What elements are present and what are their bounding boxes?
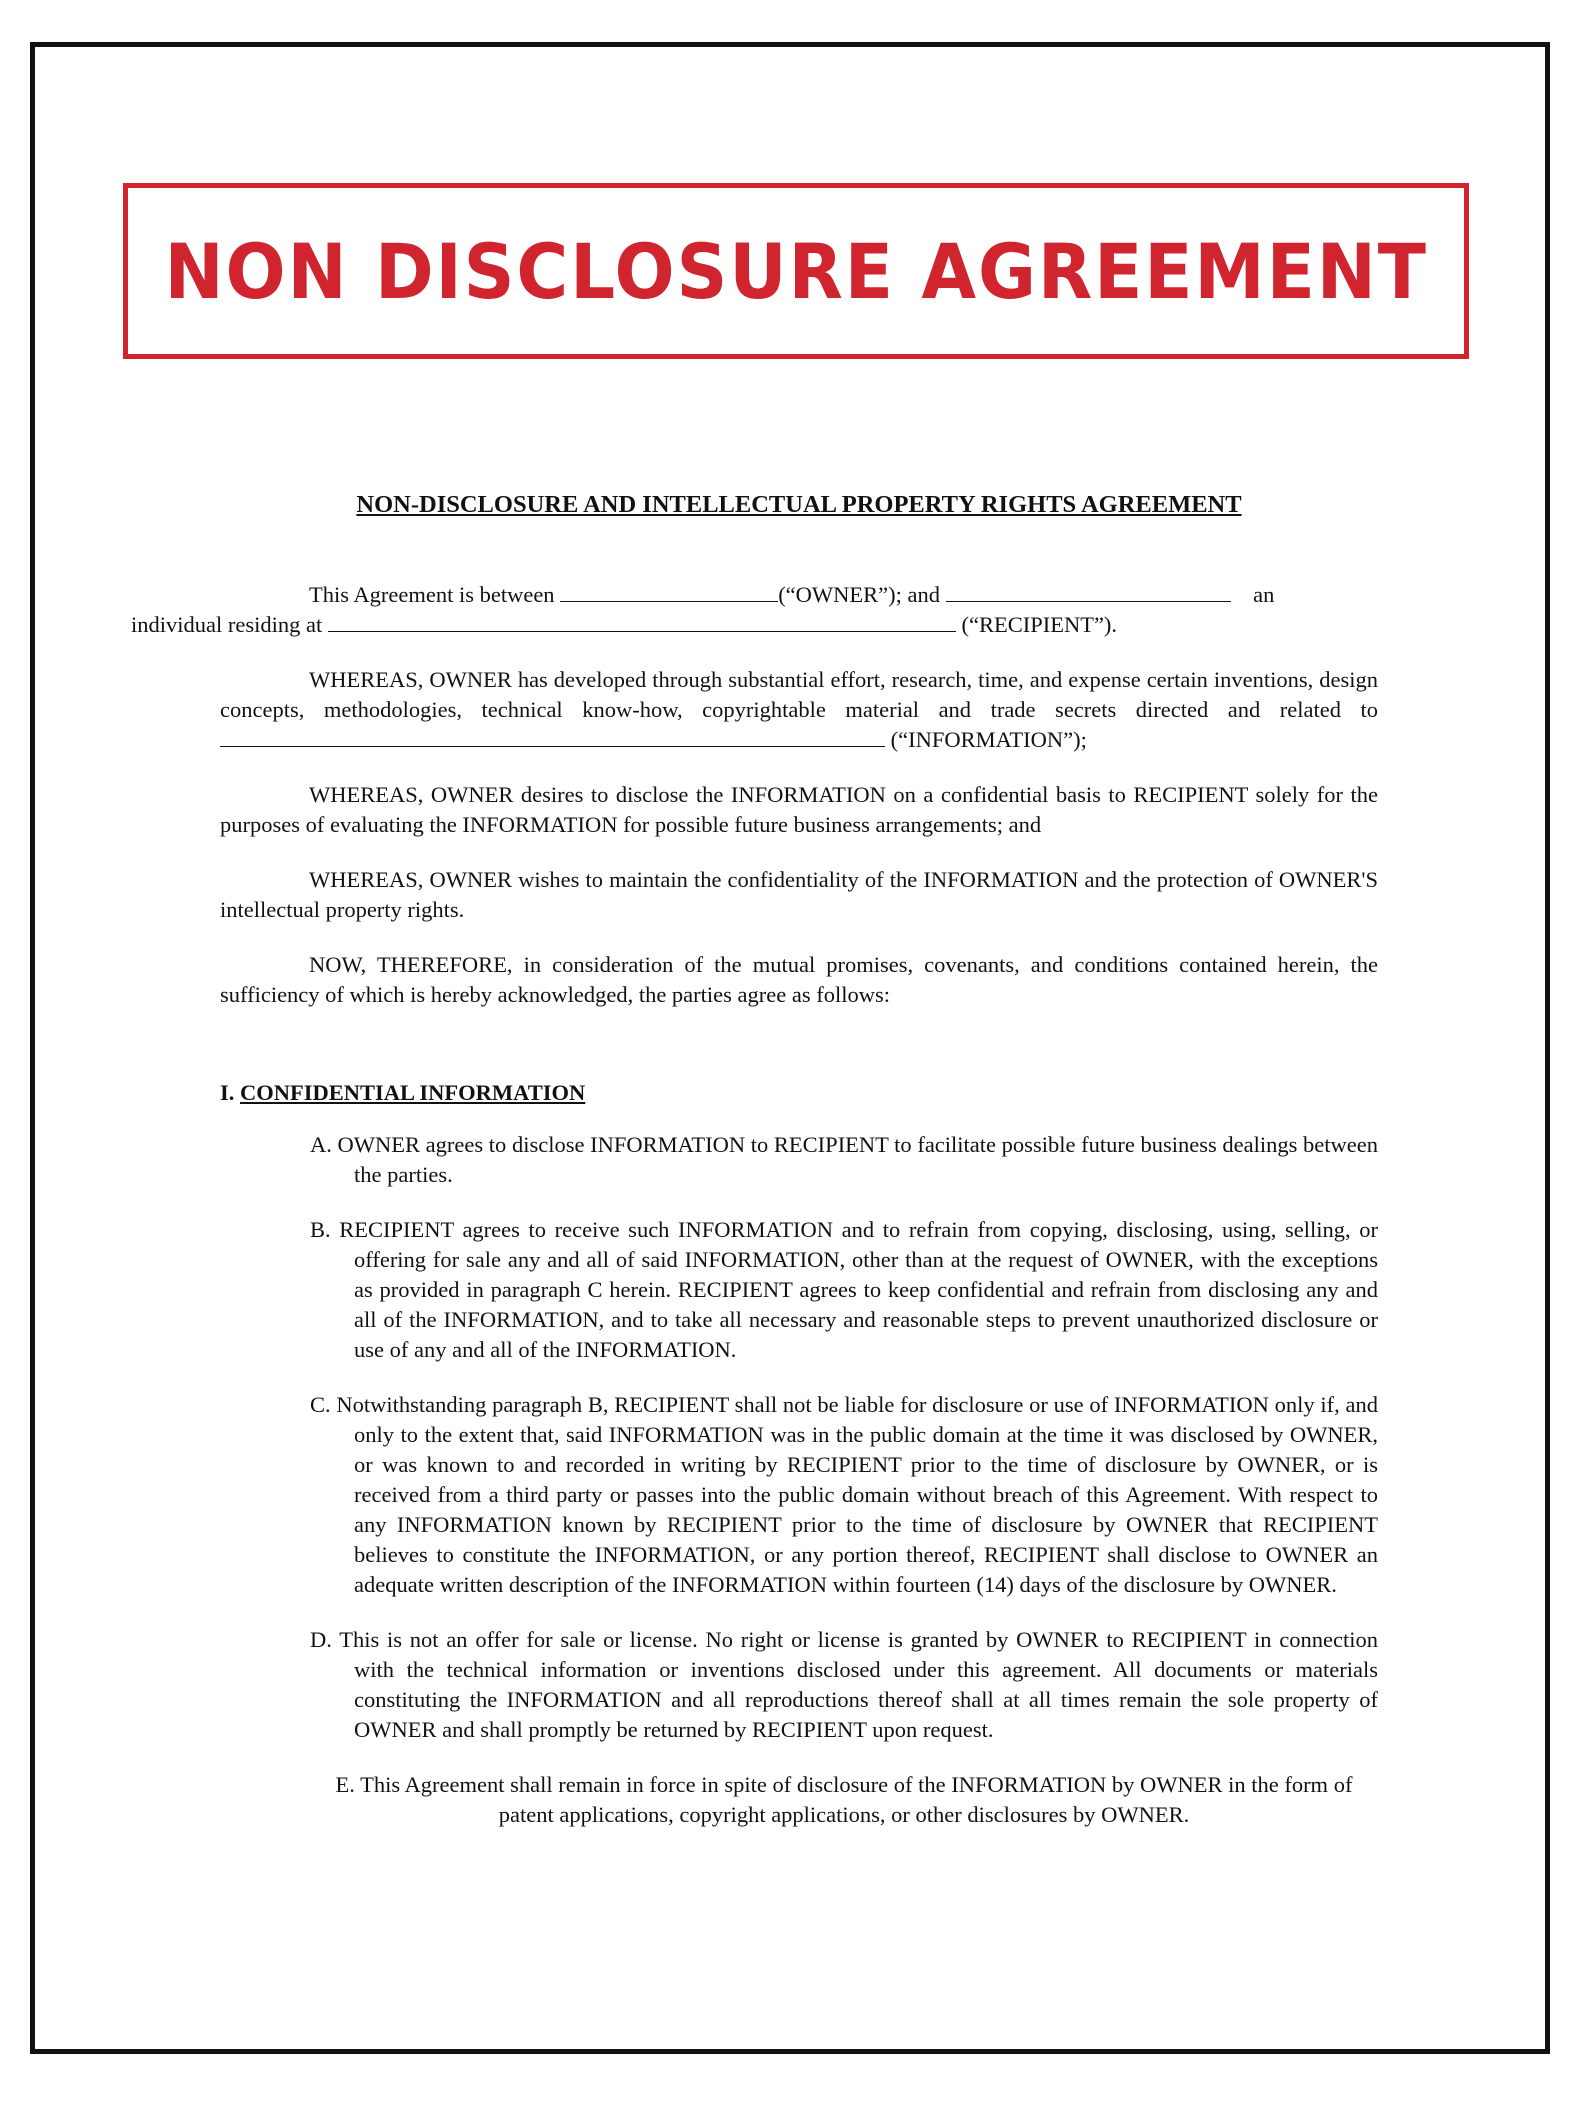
agreement-heading: NON-DISCLOSURE AND INTELLECTUAL PROPERTY RIGHTS AGREEMENT [356, 491, 1242, 518]
whereas-paragraph-2: WHEREAS, OWNER desires to disclose the INFORMATION on a confidential basis to RECIPIENT solely for the purposes of evaluating the INFORMATION for possible future business arrangements; and [220, 782, 1378, 837]
parties-intro: This Agreement is between [309, 582, 555, 607]
section-number: I. [220, 1080, 235, 1105]
whereas-paragraph-3: WHEREAS, OWNER wishes to maintain the confidentiality of the INFORMATION and the protection of OWNER'S intellectual property rights. [220, 867, 1378, 922]
an-word: an [1253, 582, 1275, 607]
whereas-1-tail: (“INFORMATION”); [890, 727, 1087, 752]
banner-title: NON DISCLOSURE AGREEMENT [164, 226, 1428, 316]
whereas-1-text: WHEREAS, OWNER has developed through substantial effort, research, time, and expense certain inventions, design concepts, methodologies, technical know-how, copyrightable material and trade secrets directed and related to [220, 667, 1378, 722]
information-subject-blank[interactable] [220, 726, 885, 747]
clause-a: A. OWNER agrees to disclose INFORMATION to RECIPIENT to facilitate possible future business dealings between the parties. [310, 1132, 1378, 1187]
therefore-paragraph: NOW, THEREFORE, in consideration of the mutual promises, covenants, and conditions contained herein, the sufficiency of which is hereby acknowledged, the parties agree as follows: [220, 952, 1378, 1007]
section-title: CONFIDENTIAL INFORMATION [240, 1080, 586, 1105]
title-banner [123, 183, 1469, 359]
recipient-label: (“RECIPIENT”). [961, 612, 1118, 637]
whereas-paragraph-1 [220, 665, 1378, 755]
address-blank[interactable] [328, 611, 956, 632]
recipient-name-blank[interactable] [946, 581, 1231, 602]
clause-b: B. RECIPIENT agrees to receive such INFORMATION and to refrain from copying, disclosing, using, selling, or offering for sale any and all of said INFORMATION, other than at the request of OWNER, with the exceptions as provided in paragraph C herein. RECIPIENT agrees to keep confidential and refrain from disclosing any and all of the INFORMATION, and to take all necessary and reasonable steps to prevent unauthorized disclosure or use of any and all of the INFORMATION. [310, 1217, 1378, 1362]
section-heading [220, 1078, 1378, 1108]
parties-paragraph [131, 580, 1378, 640]
clause-d: D. This is not an offer for sale or license. No right or license is granted by OWNER to RECIPIENT in connection with the technical information or inventions disclosed under this agreement. All documents or materials constituting the INFORMATION and all reproductions thereof shall at all times remain the sole property of OWNER and shall promptly be returned by RECIPIENT upon request. [310, 1627, 1378, 1742]
owner-name-blank[interactable] [560, 581, 778, 602]
owner-label: (“OWNER”); and [778, 582, 940, 607]
clause-c: C. Notwithstanding paragraph B, RECIPIENT shall not be liable for disclosure or use of INFORMATION only if, and only to the extent that, said INFORMATION was in the public domain at the time it was disclosed by OWNER, or was known to and recorded in writing by RECIPIENT prior to the time of disclosure by OWNER, or is received from a third party or passes into the public domain without breach of this Agreement. With respect to any INFORMATION known by RECIPIENT prior to the time of disclosure by OWNER that RECIPIENT believes to constitute the INFORMATION, or any portion thereof, RECIPIENT shall disclose to OWNER an adequate written description of the INFORMATION within fourteen (14) days of the disclosure by OWNER. [310, 1392, 1378, 1597]
clause-e: E. This Agreement shall remain in force in spite of disclosure of the INFORMATION by OWNER in the form of patent applications, copyright applications, or other disclosures by OWNER. [335, 1772, 1353, 1827]
document-body [131, 490, 1378, 1855]
residing-label: individual residing at [131, 612, 323, 637]
